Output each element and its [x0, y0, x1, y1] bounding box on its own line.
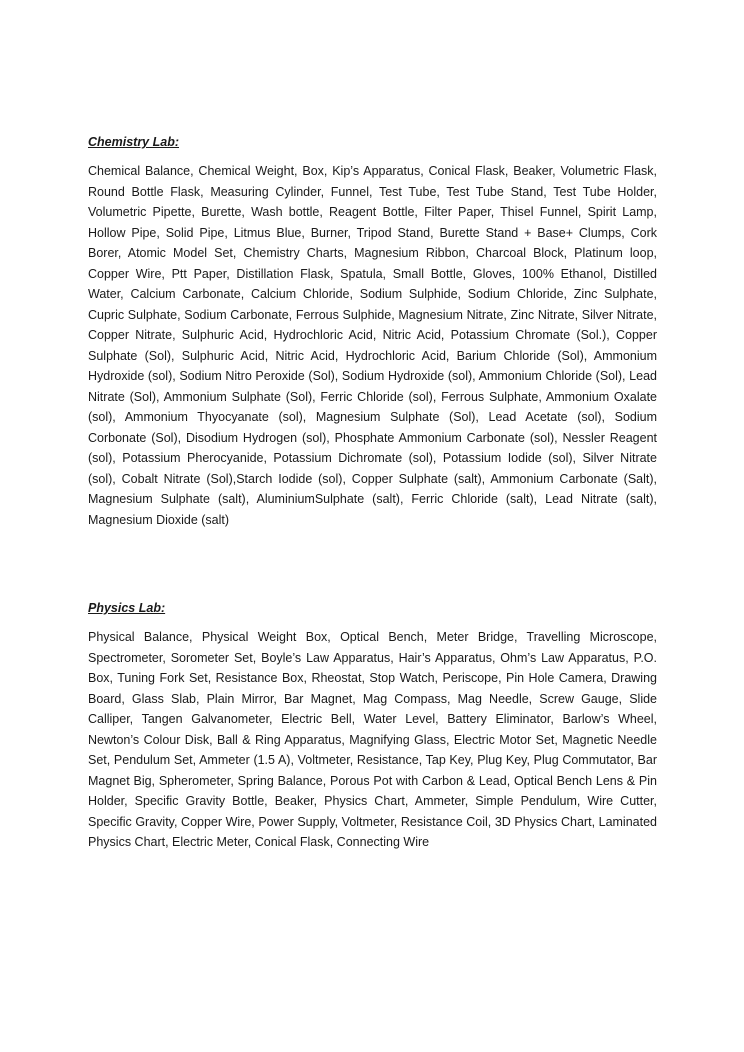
chemistry-lab-heading: Chemistry Lab:: [88, 135, 179, 149]
chemistry-lab-section: [88, 134, 657, 530]
physics-lab-section: [88, 600, 657, 853]
physics-lab-heading: Physics Lab:: [88, 601, 166, 615]
chemistry-lab-equipment-list: Chemical Balance, Chemical Weight, Box, Kip’s Apparatus, Conical Flask, Beaker, Volumetric Flask, Round Bottle Flask, Measuring Cylinder, Funnel, Test Tube, Test Tube Stand, Test Tube Holder, Volumetric Pipette, Burette, Wash bottle, Reagent Bottle, Filter Paper, Thisel Funnel, Spirit Lamp, Hollow Pipe, Solid Pipe, Litmus Blue, Burner, Tripod Stand, Burette Stand + Base+ Clumps, Cork Borer, Atomic Model Set, Chemistry Charts, Magnesium Ribbon, Charcoal Block, Platinum loop, Copper Wire, Ptt Paper, Distillation Flask, Spatula, Small Bottle, Gloves, 100% Ethanol, Distilled Water, Calcium Carbonate, Calcium Chloride, Sodium Sulphide, Sodium Chloride, Zinc Sulphate, Cupric Sulphate, Sodium Carbonate, Ferrous Sulphide, Magnesium Nitrate, Zinc Nitrate, Silver Nitrate, Copper Nitrate, Sulphuric Acid, Hydrochloric Acid, Nitric Acid, Potassium Chromate (Sol.), Copper Sulphate (Sol), Sulphuric Acid, Nitric Acid, Hydrochloric Acid, Barium Chloride (Sol), Ammonium Hydroxide (sol), Sodium Nitro Peroxide (Sol), Sodium Hydroxide (sol), Ammonium Chloride (Sol), Lead Nitrate (Sol), Ammonium Sulphate (Sol), Ferric Chloride (sol), Ferrous Sulphate, Ammonium Oxalate (sol), Ammonium Thyocyanate (sol), Magnesium Sulphate (Sol), Lead Acetate (sol), Sodium Corbonate (Sol), Disodium Hydrogen (sol), Phosphate Ammonium Carbonate (sol), Nessler Reagent (sol), Potassium Pherocyanide, Potassium Dichromate (sol), Potassium Iodide (sol), Silver Nitrate (sol), Cobalt Nitrate (Sol),Starch Iodide (sol), Copper Sulphate (salt), Ammonium Carbonate (Salt), Magnesium Sulphate (salt), AluminiumSulphate (salt), Ferric Chloride (salt), Lead Nitrate (salt), Magnesium Dioxide (salt): [88, 164, 657, 527]
physics-lab-equipment-list: Physical Balance, Physical Weight Box, Optical Bench, Meter Bridge, Travelling Microscope, Spectrometer, Sorometer Set, Boyle’s Law Apparatus, Hair’s Apparatus, Ohm’s Law Apparatus, P.O. Box, Tuning Fork Set, Resistance Box, Rheostat, Stop Watch, Periscope, Pin Hole Camera, Drawing Board, Glass Slab, Plain Mirror, Bar Magnet, Mag Compass, Mag Needle, Screw Gauge, Slide Calliper, Tangen Galvanometer, Electric Bell, Water Level, Battery Eliminator, Barlow’s Wheel, Newton’s Colour Disk, Ball & Ring Apparatus, Magnifying Glass, Electric Motor Set, Magnetic Needle Set, Pendulum Set, Ammeter (1.5 A), Voltmeter, Resistance, Tap Key, Plug Key, Plug Commutator, Bar Magnet Big, Spherometer, Spring Balance, Porous Pot with Carbon & Lead, Optical Bench Lens & Pin Holder, Specific Gravity Bottle, Beaker, Physics Chart, Ammeter, Simple Pendulum, Wire Cutter, Specific Gravity, Copper Wire, Power Supply, Voltmeter, Resistance Coil, 3D Physics Chart, Laminated Physics Chart, Electric Meter, Conical Flask, Connecting Wire: [88, 630, 657, 849]
